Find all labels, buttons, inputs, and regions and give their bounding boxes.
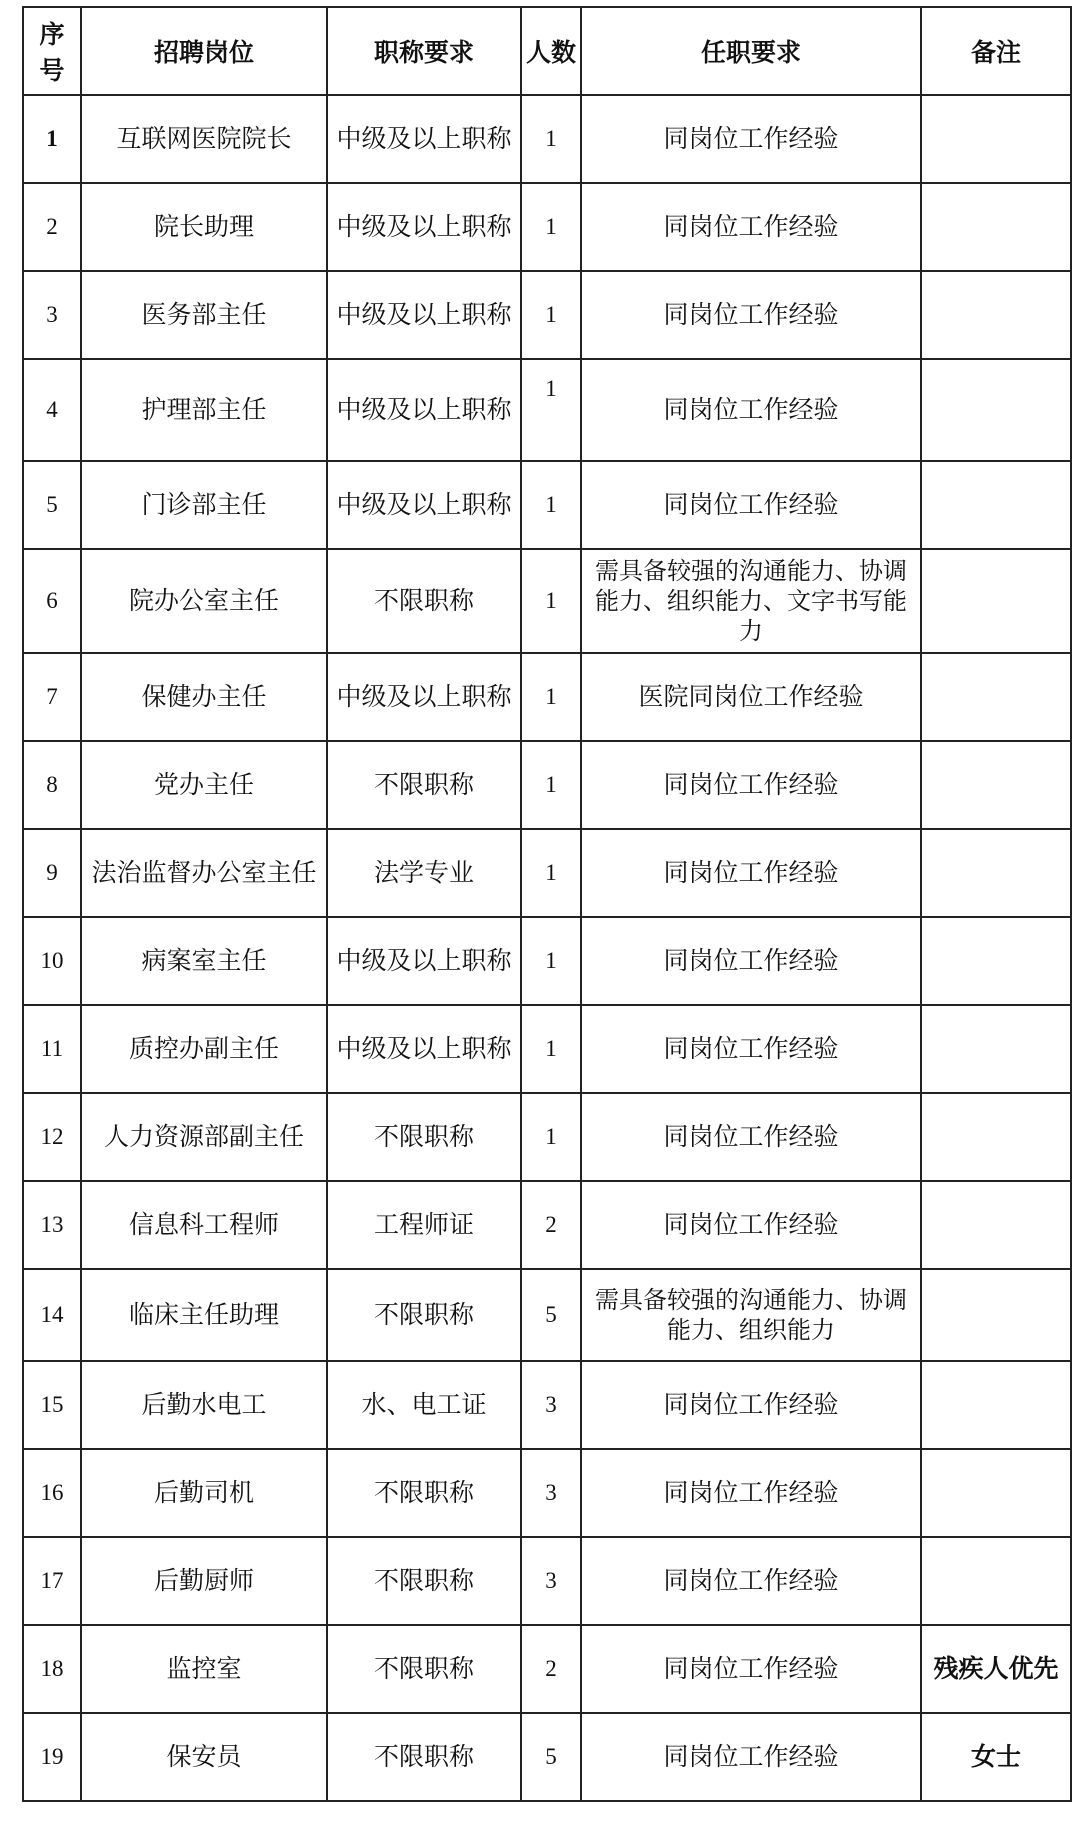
cell-post: 信息科工程师: [81, 1181, 327, 1269]
table-row: [23, 1361, 1071, 1449]
cell-count: 3: [521, 1537, 581, 1625]
table-row: [23, 1269, 1071, 1361]
cell-title-requirement: 不限职称: [327, 741, 521, 829]
cell-post: 质控办副主任: [81, 1005, 327, 1093]
table-row: [23, 271, 1071, 359]
cell-count: 1: [521, 1005, 581, 1093]
cell-title-requirement: 中级及以上职称: [327, 653, 521, 741]
cell-no: 6: [23, 549, 81, 653]
cell-job-requirement: 同岗位工作经验: [581, 1361, 921, 1449]
cell-count: 3: [521, 1449, 581, 1537]
cell-job-requirement: 同岗位工作经验: [581, 917, 921, 1005]
cell-title-requirement: 水、电工证: [327, 1361, 521, 1449]
cell-count: 1: [521, 741, 581, 829]
cell-count: 5: [521, 1713, 581, 1801]
cell-note: [921, 917, 1071, 1005]
cell-note: [921, 359, 1071, 461]
cell-post: 护理部主任: [81, 359, 327, 461]
cell-note: [921, 95, 1071, 183]
cell-job-requirement: 医院同岗位工作经验: [581, 653, 921, 741]
cell-no: 2: [23, 183, 81, 271]
cell-note: [921, 1537, 1071, 1625]
table-row: [23, 359, 1071, 461]
cell-no: 4: [23, 359, 81, 461]
table-row: [23, 1005, 1071, 1093]
cell-job-requirement: 同岗位工作经验: [581, 95, 921, 183]
cell-count: 2: [521, 1625, 581, 1713]
cell-title-requirement: 中级及以上职称: [327, 917, 521, 1005]
cell-count: 1: [521, 271, 581, 359]
cell-post: 医务部主任: [81, 271, 327, 359]
cell-note: [921, 271, 1071, 359]
cell-count: 2: [521, 1181, 581, 1269]
cell-note: [921, 549, 1071, 653]
cell-job-requirement: 同岗位工作经验: [581, 359, 921, 461]
table-row: [23, 1713, 1071, 1801]
cell-note: [921, 1361, 1071, 1449]
cell-title-requirement: 法学专业: [327, 829, 521, 917]
cell-job-requirement: 同岗位工作经验: [581, 1449, 921, 1537]
cell-no: 15: [23, 1361, 81, 1449]
cell-job-requirement: 同岗位工作经验: [581, 1713, 921, 1801]
cell-job-requirement: 需具备较强的沟通能力、协调能力、组织能力、文字书写能力: [581, 549, 921, 653]
cell-count: 5: [521, 1269, 581, 1361]
cell-job-requirement: 需具备较强的沟通能力、协调能力、组织能力: [581, 1269, 921, 1361]
cell-count: 1: [521, 549, 581, 653]
cell-title-requirement: 不限职称: [327, 1093, 521, 1181]
cell-note: 女士: [921, 1713, 1071, 1801]
cell-job-requirement: 同岗位工作经验: [581, 461, 921, 549]
cell-count: 1: [521, 183, 581, 271]
cell-no: 19: [23, 1713, 81, 1801]
cell-no: 18: [23, 1625, 81, 1713]
cell-post: 门诊部主任: [81, 461, 327, 549]
cell-title-requirement: 中级及以上职称: [327, 95, 521, 183]
cell-count: 1: [521, 359, 581, 461]
cell-title-requirement: 不限职称: [327, 1537, 521, 1625]
table-row: [23, 183, 1071, 271]
cell-post: 党办主任: [81, 741, 327, 829]
cell-count: 1: [521, 95, 581, 183]
cell-no: 9: [23, 829, 81, 917]
cell-job-requirement: 同岗位工作经验: [581, 271, 921, 359]
cell-count: 3: [521, 1361, 581, 1449]
cell-note: [921, 1005, 1071, 1093]
cell-no: 12: [23, 1093, 81, 1181]
table-row: [23, 917, 1071, 1005]
cell-post: 后勤司机: [81, 1449, 327, 1537]
cell-job-requirement: 同岗位工作经验: [581, 1005, 921, 1093]
cell-post: 互联网医院院长: [81, 95, 327, 183]
table-row: [23, 1625, 1071, 1713]
cell-note: [921, 183, 1071, 271]
table-row: [23, 741, 1071, 829]
cell-title-requirement: 不限职称: [327, 549, 521, 653]
table-row: [23, 95, 1071, 183]
table-header-row: [23, 7, 1071, 95]
cell-no: 5: [23, 461, 81, 549]
cell-count: 1: [521, 653, 581, 741]
cell-no: 8: [23, 741, 81, 829]
cell-post: 院办公室主任: [81, 549, 327, 653]
header-no: 序号: [23, 7, 81, 95]
cell-note: [921, 1269, 1071, 1361]
table-row: [23, 1181, 1071, 1269]
table-row: [23, 1093, 1071, 1181]
cell-no: 14: [23, 1269, 81, 1361]
cell-post: 后勤水电工: [81, 1361, 327, 1449]
cell-note: [921, 829, 1071, 917]
header-count: 人数: [521, 7, 581, 95]
cell-note: [921, 461, 1071, 549]
cell-job-requirement: 同岗位工作经验: [581, 1625, 921, 1713]
cell-note: [921, 741, 1071, 829]
cell-job-requirement: 同岗位工作经验: [581, 829, 921, 917]
table-row: [23, 461, 1071, 549]
header-note: 备注: [921, 7, 1071, 95]
table-row: [23, 1449, 1071, 1537]
cell-no: 7: [23, 653, 81, 741]
cell-job-requirement: 同岗位工作经验: [581, 183, 921, 271]
cell-post: 保健办主任: [81, 653, 327, 741]
cell-title-requirement: 不限职称: [327, 1449, 521, 1537]
table-row: [23, 549, 1071, 653]
cell-no: 1: [23, 95, 81, 183]
cell-title-requirement: 不限职称: [327, 1625, 521, 1713]
header-title-requirement: 职称要求: [327, 7, 521, 95]
cell-note: [921, 653, 1071, 741]
cell-note: [921, 1449, 1071, 1537]
recruitment-table-container: [22, 6, 1070, 1802]
cell-count: 1: [521, 461, 581, 549]
cell-count: 1: [521, 917, 581, 1005]
cell-no: 13: [23, 1181, 81, 1269]
cell-count: 1: [521, 1093, 581, 1181]
cell-note: [921, 1181, 1071, 1269]
cell-post: 保安员: [81, 1713, 327, 1801]
cell-job-requirement: 同岗位工作经验: [581, 1093, 921, 1181]
cell-note: 残疾人优先: [921, 1625, 1071, 1713]
cell-job-requirement: 同岗位工作经验: [581, 1181, 921, 1269]
header-job-requirement: 任职要求: [581, 7, 921, 95]
cell-post: 后勤厨师: [81, 1537, 327, 1625]
cell-note: [921, 1093, 1071, 1181]
cell-title-requirement: 工程师证: [327, 1181, 521, 1269]
cell-post: 临床主任助理: [81, 1269, 327, 1361]
cell-title-requirement: 不限职称: [327, 1713, 521, 1801]
cell-no: 3: [23, 271, 81, 359]
cell-no: 16: [23, 1449, 81, 1537]
cell-post: 人力资源部副主任: [81, 1093, 327, 1181]
table-row: [23, 1537, 1071, 1625]
cell-no: 11: [23, 1005, 81, 1093]
cell-job-requirement: 同岗位工作经验: [581, 741, 921, 829]
cell-post: 院长助理: [81, 183, 327, 271]
cell-post: 监控室: [81, 1625, 327, 1713]
header-post: 招聘岗位: [81, 7, 327, 95]
table-row: [23, 653, 1071, 741]
cell-post: 病案室主任: [81, 917, 327, 1005]
cell-no: 10: [23, 917, 81, 1005]
cell-title-requirement: 中级及以上职称: [327, 183, 521, 271]
cell-job-requirement: 同岗位工作经验: [581, 1537, 921, 1625]
cell-no: 17: [23, 1537, 81, 1625]
cell-title-requirement: 中级及以上职称: [327, 271, 521, 359]
cell-post: 法治监督办公室主任: [81, 829, 327, 917]
cell-title-requirement: 中级及以上职称: [327, 461, 521, 549]
cell-count: 1: [521, 829, 581, 917]
cell-title-requirement: 中级及以上职称: [327, 1005, 521, 1093]
table-row: [23, 829, 1071, 917]
recruitment-table: [22, 6, 1072, 1802]
cell-title-requirement: 不限职称: [327, 1269, 521, 1361]
cell-title-requirement: 中级及以上职称: [327, 359, 521, 461]
